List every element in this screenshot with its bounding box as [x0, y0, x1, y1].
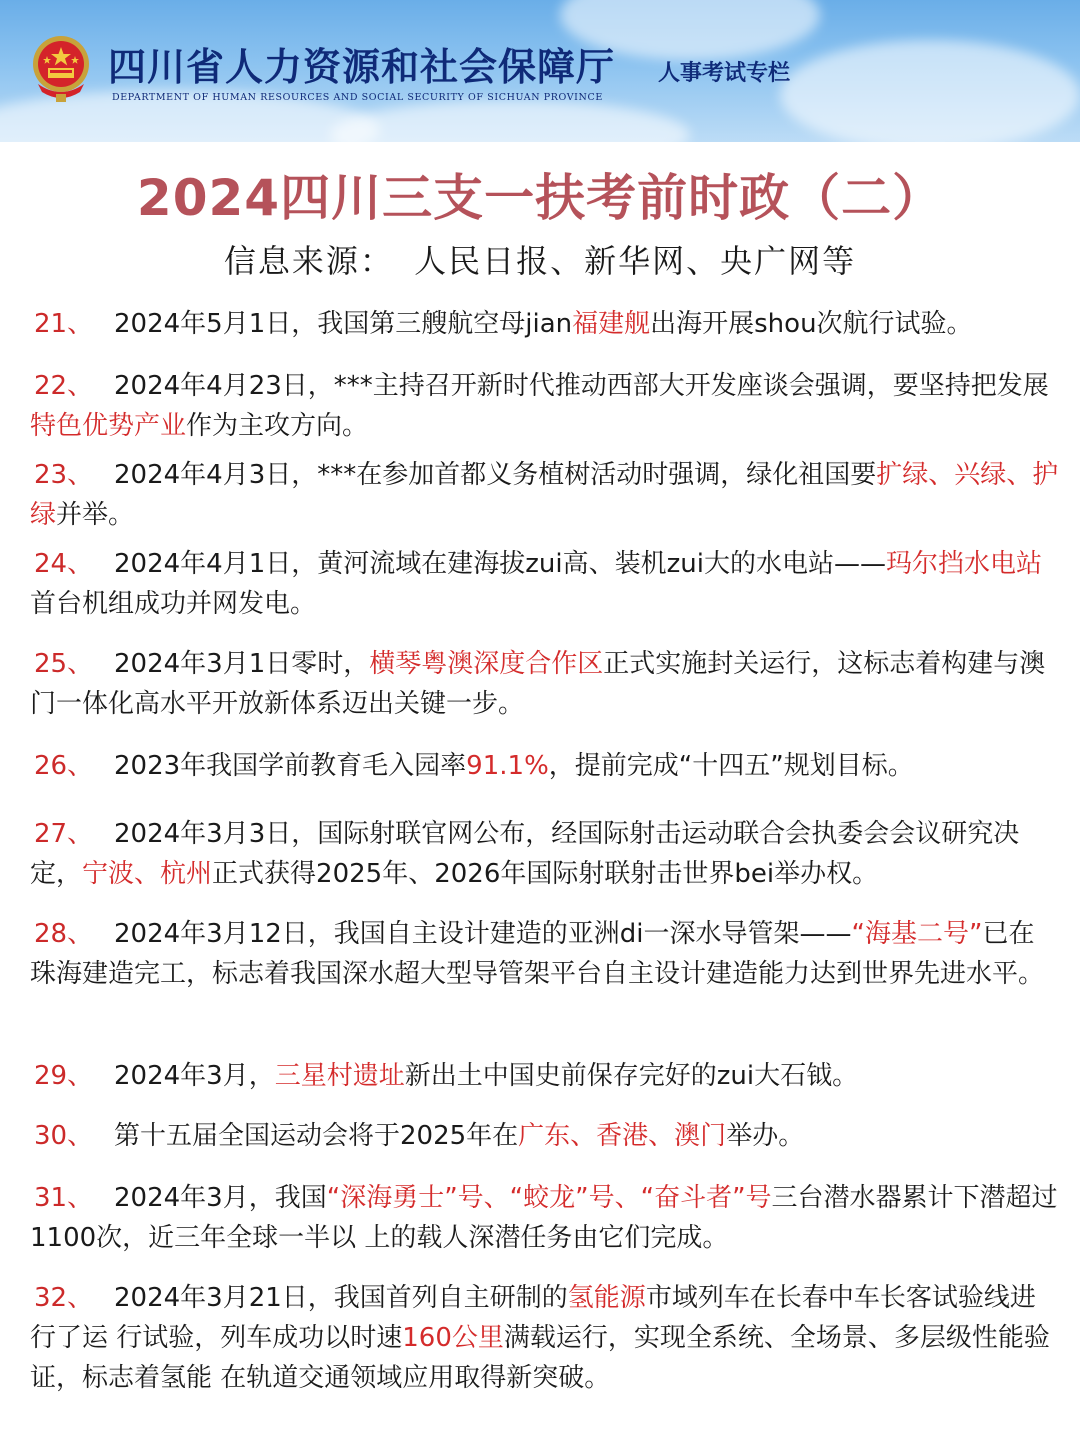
item-highlight: 横琴粤澳深度合作区	[369, 649, 604, 679]
item-highlight: 广东、香港、澳门	[518, 1121, 727, 1151]
item-text: 2023年我国学前教育毛入园率	[114, 751, 467, 781]
news-item	[30, 746, 1060, 786]
news-item	[30, 644, 1060, 724]
item-number: 31、	[34, 1183, 94, 1213]
news-item	[30, 1178, 1060, 1258]
item-text: 2024年4月1日，黄河流域在建海拔zui高、装机zui大的水电站——	[114, 549, 886, 579]
item-number: 28、	[34, 919, 94, 949]
news-item	[30, 544, 1060, 624]
item-number: 22、	[34, 371, 94, 401]
item-number: 25、	[34, 649, 94, 679]
item-highlight: “海基二号”	[851, 919, 983, 949]
item-highlight: 宁波、杭州	[82, 859, 213, 889]
news-item	[30, 304, 1060, 344]
item-number: 27、	[34, 819, 94, 849]
news-item	[30, 914, 1060, 994]
item-highlight: “深海勇士”号、“蛟龙”号、“奋斗者”号	[326, 1183, 772, 1213]
item-text: 首台机组成功并网发电。	[30, 589, 317, 619]
national-emblem-icon	[28, 34, 94, 106]
item-text: 举办。	[726, 1121, 805, 1151]
item-text: 市域列车在长春中车长客试验线进行了运 行试验，列车成功以时速	[30, 1283, 1036, 1353]
item-text: 新出土中国史前保存完好的zui大石钺。	[404, 1061, 859, 1091]
item-text: 2024年3月，我国	[114, 1183, 327, 1213]
item-text: 2024年4月23日，***主持召开新时代推动西部大开发座谈会强调，要坚持把发展	[114, 371, 1049, 401]
header-banner	[0, 0, 1080, 142]
item-highlight: 福建舰	[572, 309, 651, 339]
item-text: 并举。	[56, 500, 135, 530]
item-number: 23、	[34, 460, 94, 490]
item-text: ，提前完成“十四五”规划目标。	[548, 751, 914, 781]
item-highlight: 玛尔挡水电站	[885, 549, 1042, 579]
item-text: 2024年3月1日零时，	[114, 649, 370, 679]
item-text: 2024年3月3日，国际射联官网公布，经国际射击运动联合会执委会会议研究决定，	[30, 819, 1020, 889]
item-text: 2024年5月1日，我国第三艘航空母jian	[114, 309, 573, 339]
org-name-en: DEPARTMENT OF HUMAN RESOURCES AND SOCIAL SECURITY OF SICHUAN PROVINCE	[112, 92, 603, 103]
news-item	[30, 455, 1060, 535]
item-number: 24、	[34, 549, 94, 579]
item-number: 26、	[34, 751, 94, 781]
item-text: 满载运行，实现全系统、全场景、多层级性能验证，标志着氢能 在轨道交通领域应用取得新突破。	[30, 1323, 1050, 1393]
news-item	[30, 1278, 1060, 1398]
item-number: 30、	[34, 1121, 94, 1151]
column-tag: 人事考试专栏	[658, 60, 791, 86]
item-text: 第十五届全国运动会将于2025年在	[114, 1121, 519, 1151]
news-item	[30, 814, 1060, 894]
item-highlight: 特色优势产业	[30, 411, 187, 441]
item-text: 已在珠海建造完工，标志着我国深水超大型导管架平台自主设计建造能力达到世界先进水平。	[30, 919, 1045, 989]
item-highlight: 91.1%	[466, 751, 549, 781]
news-item	[30, 366, 1060, 446]
item-text: 正式获得2025年、2026年国际射联射击世界bei举办权。	[212, 859, 879, 889]
item-highlight: 三星村遗址	[274, 1061, 405, 1091]
item-number: 32、	[34, 1283, 94, 1313]
source-label: 信息来源：	[223, 242, 394, 280]
item-text: 2024年4月3日，***在参加首都义务植树活动时强调，绿化祖国要	[114, 460, 877, 490]
news-item	[30, 1116, 1060, 1156]
item-text: 三台潜水器累计下潜超过1100次，近三年全球一半以 上的载人深潜任务由它们完成。	[30, 1183, 1058, 1253]
item-highlight: 扩绿、兴绿、护绿	[30, 460, 1059, 530]
page-title: 2024四川三支一扶考前时政（二）	[136, 169, 944, 227]
item-text: 作为主攻方向。	[186, 411, 369, 441]
org-name: 四川省人力资源和社会保障厅	[108, 44, 616, 89]
source-value: 人民日报、新华网、央广网等	[414, 242, 857, 280]
item-text: 正式实施封关运行，这标志着构建与澳门一体化高水平开放新体系迈出关键一步。	[30, 649, 1046, 719]
item-number: 29、	[34, 1061, 94, 1091]
item-text: 2024年3月12日，我国自主设计建造的亚洲di一深水导管架——	[114, 919, 852, 949]
news-item	[30, 1056, 1060, 1096]
item-text: 出海开展shou次航行试验。	[650, 309, 973, 339]
item-highlight: 160公里	[402, 1323, 504, 1353]
source-line	[0, 236, 1080, 282]
item-number: 21、	[34, 309, 94, 339]
item-highlight: 氢能源	[567, 1283, 646, 1313]
item-text: 2024年3月，	[114, 1061, 275, 1091]
cloud-decoration	[780, 40, 1080, 142]
cloud-decoration	[330, 100, 690, 142]
item-text: 2024年3月21日，我国首列自主研制的	[114, 1283, 568, 1313]
